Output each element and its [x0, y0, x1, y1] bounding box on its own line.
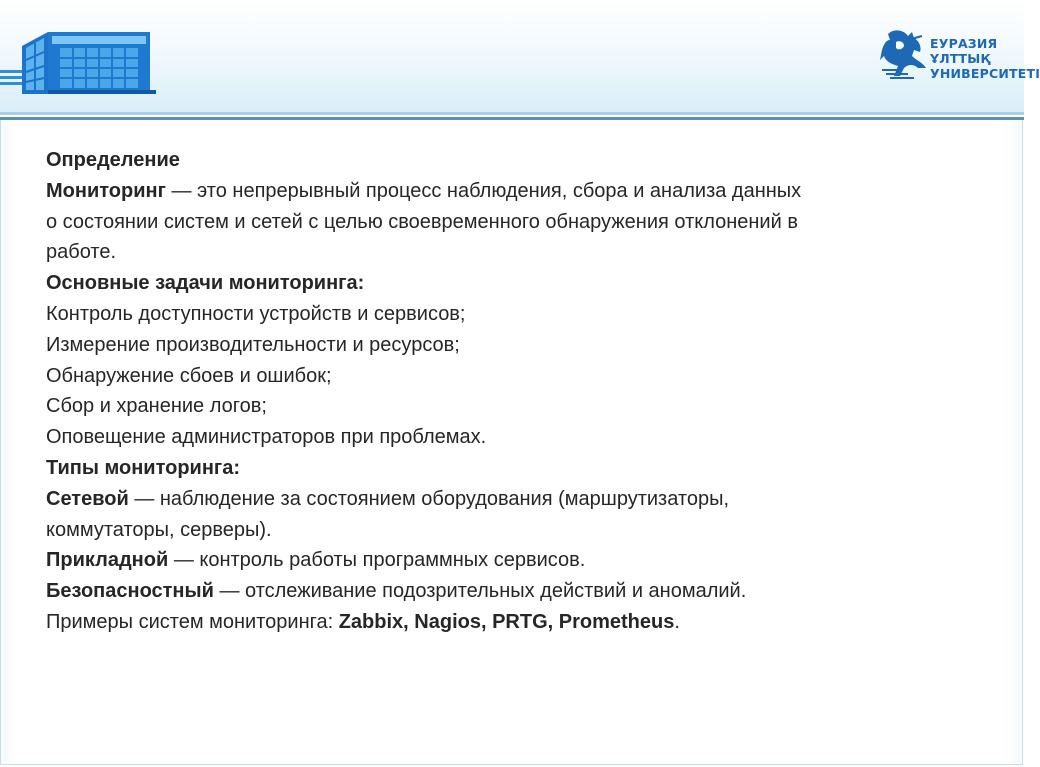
logo-wordmark	[930, 36, 1040, 81]
logo-line-2: ҰЛТТЫҚ	[930, 51, 991, 66]
definition-line-2: о состоянии систем и сетей с целью своевременного обнаружения отклонений в	[46, 210, 798, 233]
task-item: Контроль доступности устройств и сервисов;	[46, 302, 466, 325]
type-network-line-2: коммутаторы, серверы).	[46, 518, 272, 541]
type-application-term: Прикладной	[46, 549, 169, 572]
examples-prefix: Примеры систем мониторинга:	[46, 610, 339, 633]
task-item: Измерение производительности и ресурсов;	[46, 333, 460, 356]
definition-text-1: — это непрерывный процесс наблюдения, сбора и анализа данных	[165, 179, 802, 202]
university-building-icon	[0, 26, 160, 98]
definition-heading: Определение	[46, 149, 180, 171]
type-security-text: — отслеживание подозрительных действий и аномалий.	[213, 580, 747, 603]
tasks-heading: Основные задачи мониторинга:	[46, 272, 365, 295]
logo-line-1: ЕУРАЗИЯ	[930, 36, 998, 51]
type-network-text: — наблюдение за состоянием оборудования (маршрутизаторы,	[128, 487, 730, 510]
types-heading: Типы мониторинга:	[46, 456, 241, 479]
task-item: Сбор и хранение логов;	[46, 395, 267, 418]
definition-line-3: работе.	[46, 241, 116, 264]
horse-rider-emblem-icon	[878, 26, 930, 84]
header-divider-light	[0, 112, 1024, 115]
type-application	[46, 545, 986, 576]
type-application-text: — контроль работы программных сервисов.	[168, 549, 586, 572]
type-security	[46, 576, 986, 607]
examples-suffix: .	[674, 610, 680, 633]
definition-term: Мониторинг	[46, 179, 166, 202]
examples-line	[46, 607, 986, 638]
examples-systems: Zabbix, Nagios, PRTG, Prometheus	[338, 610, 675, 633]
logo-line-3: УНИВЕРСИТЕТІ	[930, 66, 1040, 81]
slide-content	[46, 145, 986, 638]
definition-line-1	[46, 176, 986, 207]
type-network-term: Сетевой	[46, 487, 129, 510]
type-security-term: Безопасностный	[46, 580, 214, 603]
type-network-line-1	[46, 484, 986, 515]
task-item: Обнаружение сбоев и ошибок;	[46, 364, 332, 387]
task-item: Оповещение администраторов при проблемах.	[46, 426, 487, 449]
university-logo	[878, 22, 1040, 88]
